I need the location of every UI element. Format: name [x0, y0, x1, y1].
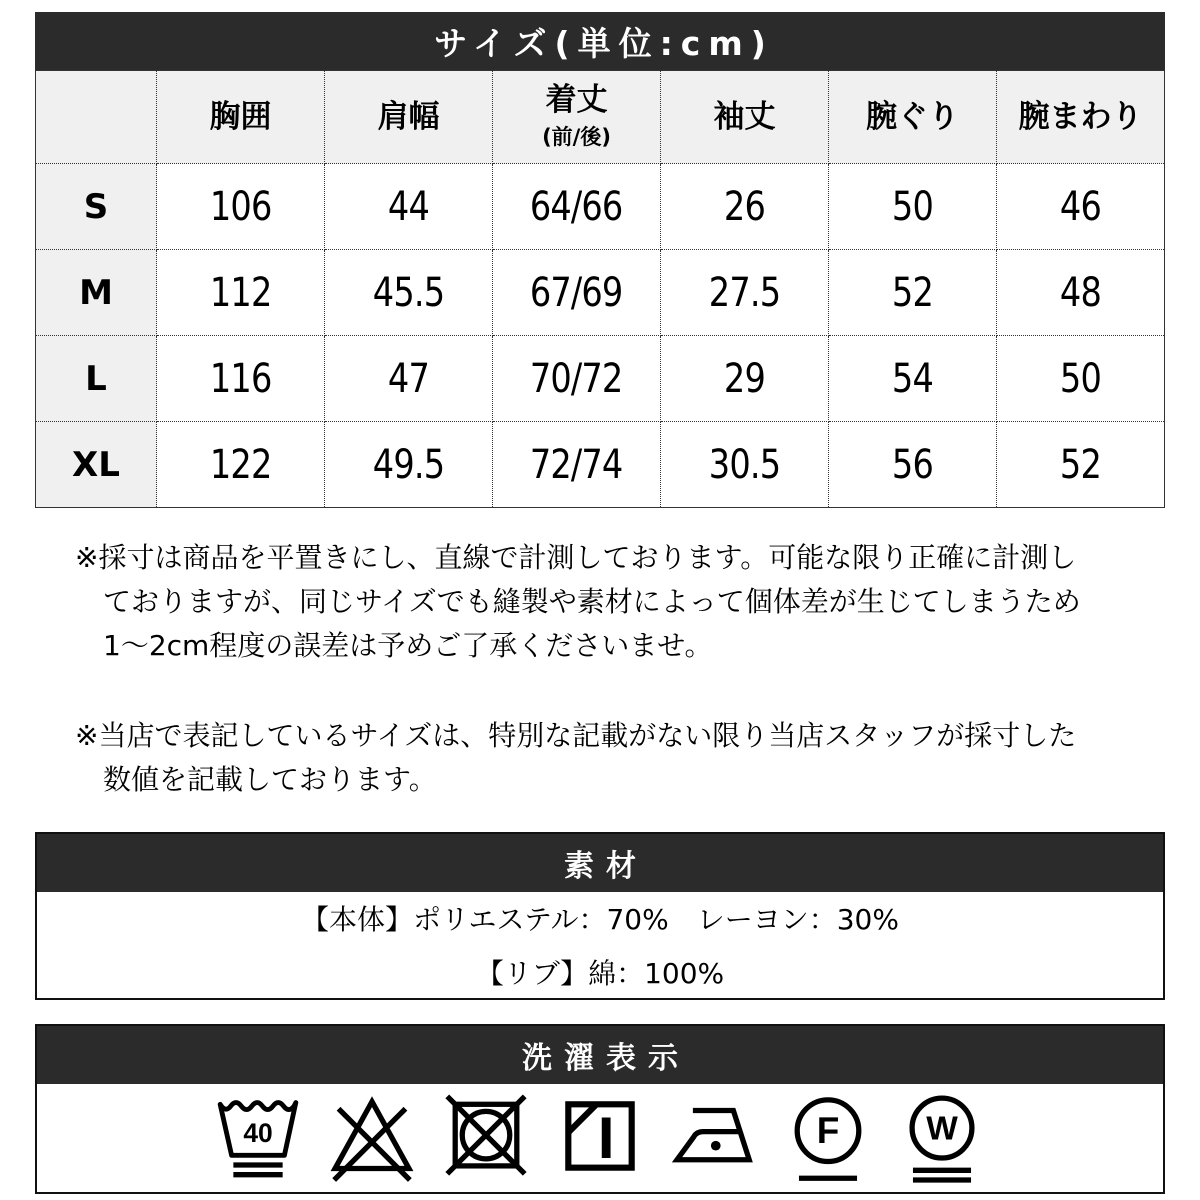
size-table-header-row: [36, 71, 1165, 164]
note-staff-measured: ※当店で表記しているサイズは、特別な記載がない限り当店スタッフが採寸した 数値を記載しております。: [75, 719, 1077, 796]
col-header-arm-circumference: 腕まわり: [997, 71, 1165, 164]
size-value-cell: 56: [829, 422, 997, 508]
corner-cell: [36, 71, 157, 164]
size-value-cell: 64/66: [493, 164, 661, 250]
laundry-section: [35, 1024, 1165, 1194]
size-value-cell: 45.5: [325, 250, 493, 336]
size-row: [36, 336, 1165, 422]
size-value-cell: 54: [829, 336, 997, 422]
col-header-body-length: 着丈 (前/後): [493, 71, 661, 164]
material-body: [37, 892, 1163, 998]
svg-text:W: W: [926, 1110, 958, 1147]
size-table: [35, 70, 1165, 508]
col-header-chest: 胸囲: [157, 71, 325, 164]
svg-text:F: F: [816, 1109, 840, 1151]
line-dry-in-shade-icon: [556, 1091, 644, 1188]
size-label: L: [36, 336, 157, 422]
iron-low-heat-icon: [670, 1091, 758, 1188]
laundry-icons-row: [37, 1084, 1163, 1192]
size-chart-section: [35, 12, 1165, 508]
size-value-cell: 50: [997, 336, 1165, 422]
material-title: 素材: [564, 849, 648, 884]
note-measurement-accuracy: ※採寸は商品を平置きにし、直線で計測しております。可能な限り正確に計測し ておりますが、同じサイズでも縫製や素材によって個体差が生じてしまうため 1〜2cm程度の誤差は予めご了承くださいませ。: [75, 541, 1081, 662]
size-value-cell: 52: [829, 250, 997, 336]
col-header-shoulder-width: 肩幅: [325, 71, 493, 164]
laundry-title-band: [37, 1026, 1163, 1084]
size-row: [36, 164, 1165, 250]
laundry-title: 洗濯表示: [522, 1041, 690, 1076]
size-value-cell: 48: [997, 250, 1165, 336]
col-header-armhole: 腕ぐり: [829, 71, 997, 164]
size-value-cell: 46: [997, 164, 1165, 250]
size-value-cell: 52: [997, 422, 1165, 508]
size-chart-title: サイズ(単位:cm): [434, 23, 774, 63]
size-value-cell: 72/74: [493, 422, 661, 508]
size-value-cell: 112: [157, 250, 325, 336]
measurement-notes: [35, 508, 1165, 802]
do-not-bleach-icon: [328, 1091, 416, 1188]
wet-clean-gentle-icon: [898, 1091, 986, 1188]
size-value-cell: 27.5: [661, 250, 829, 336]
size-value-cell: 116: [157, 336, 325, 422]
wash-40-icon: [214, 1091, 302, 1188]
material-section: [35, 832, 1165, 1000]
col-header-sleeve-length: 袖丈: [661, 71, 829, 164]
size-value-cell: 47: [325, 336, 493, 422]
material-line-body: 【本体】ポリエステル：70% レーヨン：30%: [301, 903, 899, 936]
size-value-cell: 122: [157, 422, 325, 508]
size-value-cell: 29: [661, 336, 829, 422]
size-row: [36, 250, 1165, 336]
size-label: S: [36, 164, 157, 250]
material-line-rib: 【リブ】綿：100%: [475, 957, 725, 990]
size-row: [36, 422, 1165, 508]
do-not-tumble-dry-icon: [442, 1091, 530, 1188]
material-title-band: [37, 834, 1163, 892]
size-value-cell: 26: [661, 164, 829, 250]
dry-clean-F-icon: [784, 1091, 872, 1188]
size-value-cell: 44: [325, 164, 493, 250]
size-value-cell: 49.5: [325, 422, 493, 508]
size-value-cell: 50: [829, 164, 997, 250]
size-label: XL: [36, 422, 157, 508]
col-header-body-length-sub: (前/後): [542, 125, 611, 150]
size-value-cell: 106: [157, 164, 325, 250]
size-label: M: [36, 250, 157, 336]
svg-text:40: 40: [243, 1117, 273, 1148]
size-value-cell: 70/72: [493, 336, 661, 422]
size-chart-title-band: [35, 12, 1165, 70]
size-value-cell: 30.5: [661, 422, 829, 508]
size-value-cell: 67/69: [493, 250, 661, 336]
